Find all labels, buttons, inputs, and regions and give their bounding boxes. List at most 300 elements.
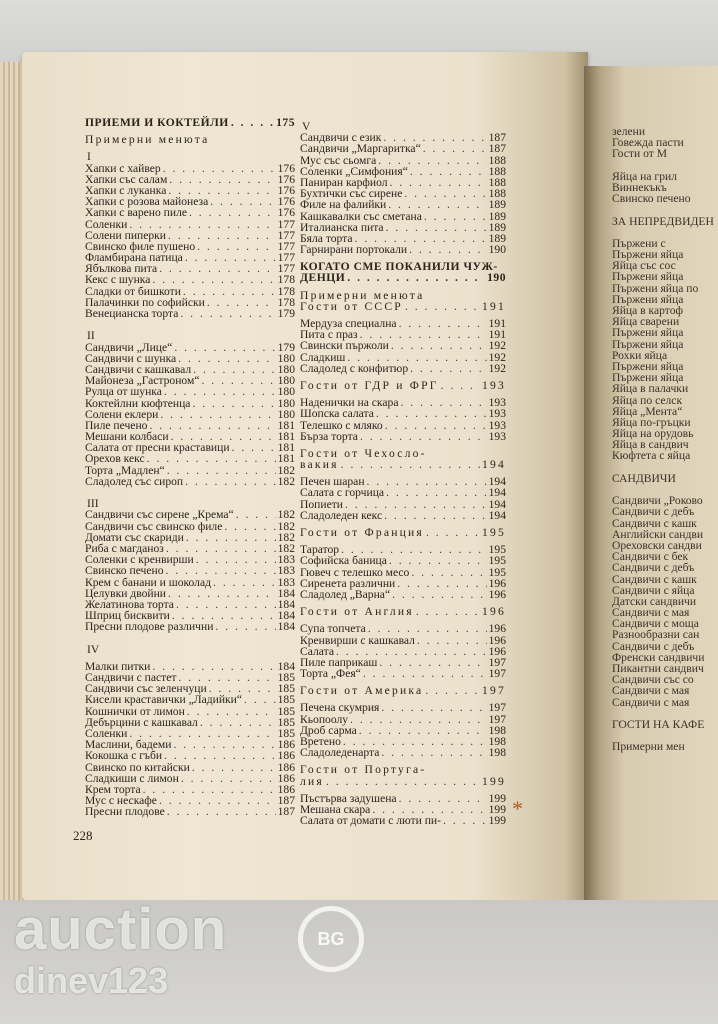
dot-leader: [376, 408, 487, 419]
entry-page-number: 199: [488, 814, 506, 828]
dot-leader: [185, 252, 276, 263]
dot-leader: [152, 274, 275, 285]
right-page-line: [612, 697, 718, 708]
entry-title: Сандвичи със сирене „Крема“: [85, 508, 234, 522]
entry-page-number: 185: [277, 693, 295, 707]
entry-page-number: 184: [277, 659, 295, 673]
index-entry: [85, 398, 295, 409]
right-page-line-text: Сандвичи с моща: [612, 617, 699, 631]
entry-page-number: 189: [488, 209, 506, 223]
entry-page-number: 191: [488, 317, 506, 330]
entry-title: ДЕНЦИ: [300, 271, 346, 285]
index-entry: [300, 589, 506, 600]
entry-title: Сандвичи със свинско филе: [85, 519, 223, 533]
entry-page-number: 182: [277, 508, 295, 522]
entry-page-number: 193: [488, 407, 506, 421]
index-entry: [85, 219, 295, 230]
entry-page-number: 194: [488, 497, 506, 511]
index-entry: [85, 806, 295, 817]
dot-leader: [367, 476, 487, 487]
entry-page-number: 182: [277, 474, 295, 488]
index-entry: [300, 623, 506, 634]
entry-page-number: 179: [277, 307, 295, 320]
right-page-line-text: Пържени с: [612, 236, 666, 250]
entry-page-number: 195: [482, 526, 506, 539]
entry-page-number: 186: [277, 771, 295, 785]
entry-title: Мус със сьомга: [300, 153, 377, 167]
entry-page-number: 177: [277, 251, 295, 265]
dot-leader: [173, 739, 275, 750]
entry-page-number: 175: [276, 116, 295, 129]
right-page-line-text: Сандвичи с кашк: [612, 572, 697, 586]
right-page-line-text: Яйца в картоф: [612, 304, 684, 317]
right-page-line-text: Пържени яйца по: [612, 281, 699, 295]
entry-title: Фламбирана патица: [85, 251, 183, 265]
right-page-line-text: Яйца по селск: [612, 393, 683, 407]
index-entry: [85, 308, 295, 319]
entry-title: Свински пържоли: [300, 339, 389, 353]
entry-title: Соленки: [85, 217, 128, 231]
dot-leader: [202, 375, 276, 386]
right-page-line-text: Пържени яйца: [612, 270, 684, 284]
entry-page-number: 191: [482, 299, 506, 313]
entry-title: Сиренета различни: [300, 576, 396, 590]
dot-leader: [192, 762, 276, 773]
right-page-line-text: Сандвичи със со: [612, 673, 694, 687]
entry-page-number: 178: [277, 273, 295, 287]
dot-leader: [207, 297, 276, 308]
right-page-line-text: Пържени яйца: [612, 292, 684, 306]
entry-title: Соленки „Симфония“: [300, 164, 408, 178]
right-page-line-text: Пържени яйца: [612, 359, 684, 373]
entry-page-number: 185: [277, 726, 295, 740]
entry-title: Малки питки: [85, 659, 151, 673]
entry-title: Печена скумрия: [300, 701, 380, 715]
entry-title: Хапки с розова майонеза: [85, 195, 209, 209]
entry-title: КОГАТО СМЕ ПОКАНИЛИ ЧУЖ-: [300, 260, 498, 274]
entry-title: Свинско по китайски: [85, 760, 190, 774]
entry-title: Кекс с шунка: [85, 273, 151, 287]
dot-leader: [347, 272, 485, 283]
entry-page-number: 193: [488, 396, 506, 410]
entry-page-number: 180: [277, 351, 295, 365]
entry-page-number: 189: [488, 198, 506, 212]
entry-title: Коктейлни кюфтенца: [85, 396, 191, 410]
entry-title: Соленки: [85, 726, 128, 740]
index-entry: [300, 431, 506, 442]
dot-leader: [416, 606, 480, 617]
dot-leader: [410, 166, 487, 177]
entry-page-number: 199: [488, 802, 506, 816]
entry-page-number: 186: [277, 760, 295, 774]
dot-leader: [417, 635, 487, 646]
right-page-line-text: Пържени яйца: [612, 337, 684, 351]
entry-page-number: 181: [277, 418, 295, 432]
dot-leader: [169, 174, 275, 185]
entry-page-number: 183: [277, 575, 295, 589]
entry-page-number: 194: [488, 475, 506, 489]
entry-title: Соленки с кренвирши: [85, 553, 194, 567]
entry-title: Супа топчета: [300, 622, 366, 636]
entry-title: Сладки от бишкоти: [85, 284, 181, 298]
entry-page-number: 196: [488, 587, 506, 601]
entry-title: Пита с праз: [300, 328, 358, 342]
entry-title: Хапки с варено пиле: [85, 206, 187, 220]
entry-title: Бърза торта: [300, 429, 358, 443]
right-page-line-text: Рохки яйца: [612, 348, 668, 362]
dot-leader: [405, 301, 480, 312]
dot-leader: [160, 409, 275, 420]
dot-leader: [410, 363, 486, 374]
right-page-line-text: Пържени яйца: [612, 248, 684, 262]
section-heading: [300, 272, 506, 283]
entry-page-number: 187: [488, 131, 506, 145]
entry-page-number: 186: [277, 782, 295, 796]
right-page-line-text: Сандвичи с кашк: [612, 516, 697, 530]
entry-page-number: 177: [277, 217, 295, 231]
dot-leader: [326, 776, 480, 787]
dot-leader: [163, 163, 276, 174]
entry-page-number: 195: [488, 543, 506, 557]
right-page-line-text: ГОСТИ НА КАФЕ: [612, 717, 705, 731]
entry-page-number: 197: [488, 701, 506, 715]
right-page-line: [612, 562, 718, 573]
index-entry: [85, 565, 295, 576]
right-page-line-text: Сандвичи с бек: [612, 550, 689, 564]
entry-page-number: 177: [277, 228, 295, 242]
entry-page-number: 188: [488, 187, 506, 201]
dot-leader: [210, 196, 275, 207]
entry-title: Солени пиперки: [85, 228, 167, 242]
index-entry: [85, 453, 295, 464]
right-page-line-text: Свинско печено: [612, 192, 691, 206]
dot-leader: [443, 815, 487, 826]
entry-page-number: 180: [277, 396, 295, 410]
dot-leader: [215, 621, 275, 632]
index-entry: [300, 244, 506, 255]
spacer: [85, 319, 295, 330]
dot-leader: [423, 143, 487, 154]
entry-page-number: 177: [277, 262, 295, 276]
entry-title: Хапки с луканка: [85, 183, 167, 197]
right-page-line-text: Ореховски сандви: [612, 538, 702, 552]
dot-leader: [180, 308, 275, 319]
entry-title: Свинско печено: [85, 564, 164, 578]
right-page-line-text: Кюфтета с яйца: [612, 449, 691, 463]
right-page-line-text: Пикантни сандвич: [612, 662, 704, 675]
right-page-line-text: Говежда пасти: [612, 136, 684, 150]
entry-page-number: 196: [482, 605, 506, 619]
right-page-line-text: Сандвичи с мая: [612, 606, 690, 620]
entry-title: Торта „Фея“: [300, 667, 361, 681]
right-page-line: [612, 685, 718, 696]
entry-title: Мердуза специална: [300, 317, 397, 330]
entry-title: Мус с нескафе: [85, 794, 157, 808]
entry-title: Мешани колбаси: [85, 430, 169, 444]
entry-title: Сладолед „Варна“: [300, 587, 391, 601]
entry-title: Маслини, бадеми: [85, 738, 172, 752]
entry-title: Крем с банани и шоколад: [85, 575, 212, 589]
entry-title: Сандвичи „Лице“: [85, 340, 173, 354]
entry-title: Гарнирани портокали: [300, 243, 408, 257]
entry-page-number: 196: [488, 622, 506, 636]
entry-page-number: 190: [488, 243, 506, 257]
dot-leader: [426, 527, 480, 538]
right-page-line-text: Яйца „Мента“: [612, 404, 683, 418]
right-page-line-text: Сандвичи с яйца: [612, 583, 695, 597]
entry-title: Сладкиши с лимон: [85, 771, 179, 785]
entry-title: Бухтички със сирене: [300, 187, 403, 201]
index-entry: [85, 750, 295, 761]
dot-leader: [159, 795, 276, 806]
entry-page-number: 187: [277, 794, 295, 808]
right-page-line-text: Гости от М: [612, 147, 668, 161]
subsection-heading: [300, 685, 506, 696]
entry-title: Паниран карфиол: [300, 175, 388, 189]
dot-leader: [411, 567, 486, 578]
entry-page-number: 185: [277, 682, 295, 696]
index-entry: [300, 815, 506, 826]
entry-page-number: 184: [277, 620, 295, 634]
right-page-line-text: Английски сандви: [612, 527, 704, 541]
entry-page-number: 194: [488, 508, 506, 522]
index-entry: [300, 747, 506, 758]
dot-leader: [368, 623, 487, 634]
index-entry: [85, 509, 295, 520]
dot-leader: [187, 706, 276, 717]
entry-page-number: 193: [488, 418, 506, 432]
right-page-line-text: Яйца със сос: [612, 259, 676, 273]
entry-page-number: 193: [488, 429, 506, 443]
entry-page-number: 197: [488, 712, 506, 726]
entry-title: Пресни плодове различни: [85, 620, 214, 634]
dot-leader: [388, 199, 486, 210]
dot-leader: [425, 685, 480, 696]
right-page-line-text: САНДВИЧИ: [612, 471, 676, 485]
entry-page-number: 184: [277, 609, 295, 623]
dot-leader: [359, 725, 487, 736]
right-page-line: [612, 719, 718, 730]
dot-leader: [189, 207, 276, 218]
right-page-line-text: Яйца на орудовь: [612, 427, 694, 441]
right-page-line-text: Яйца на грил: [612, 169, 677, 183]
entry-page-number: 180: [277, 362, 295, 376]
subsection-heading: [300, 527, 506, 538]
entry-title: Филе на фалийки: [300, 198, 387, 212]
right-page-line-text: Френски сандвичи: [612, 650, 705, 664]
dot-leader: [385, 420, 487, 431]
entry-title: Палачинки по софийски: [85, 295, 205, 309]
entry-page-number: 180: [277, 374, 295, 388]
right-page-line: [612, 204, 718, 215]
watermark-user: dinev123: [14, 960, 169, 1001]
right-page-line-text: Разнообразни сан: [612, 628, 700, 642]
dot-leader: [400, 397, 486, 408]
entry-title: Софийска баница: [300, 554, 387, 568]
dot-leader: [350, 714, 487, 725]
dot-leader: [392, 589, 487, 600]
right-page-line-text: Сандвичи „Роково: [612, 494, 703, 508]
entry-page-number: 199: [488, 791, 506, 805]
entry-page-number: 182: [277, 530, 295, 544]
entry-title: Печен шаран: [300, 475, 365, 489]
dot-leader: [178, 353, 275, 364]
entry-page-number: 179: [277, 340, 295, 354]
entry-page-number: 186: [277, 749, 295, 763]
entry-page-number: 198: [488, 735, 506, 748]
entry-title: Майонеза „Гастроном“: [85, 374, 200, 388]
entry-title: Салата от пресни краставици: [85, 441, 230, 455]
entry-title: Кренвирши с кашкавал: [300, 633, 415, 647]
entry-title: Кошнички от лимон: [85, 704, 185, 718]
right-page-line: [612, 148, 718, 159]
dot-leader: [176, 599, 276, 610]
entry-title: Домати със скариди: [85, 530, 184, 544]
entry-page-number: 182: [277, 519, 295, 533]
entry-page-number: 177: [277, 239, 295, 253]
index-entry: [85, 386, 295, 397]
entry-page-number: 194: [482, 458, 506, 472]
entry-page-number: 180: [277, 407, 295, 421]
dot-leader: [147, 453, 276, 464]
entry-title: Сандвичи с пастет: [85, 671, 177, 684]
entry-title: Сладоледен кекс: [300, 508, 383, 522]
entry-title: ПРИЕМИ И КОКТЕЙЛИ: [85, 116, 229, 129]
entry-title: Пиле паприкаш: [300, 655, 378, 669]
dot-leader: [244, 694, 276, 705]
index-entry: [300, 340, 506, 351]
entry-title: Вретено: [300, 735, 341, 748]
right-page-line: [612, 450, 718, 461]
entry-page-number: 181: [277, 441, 295, 455]
entry-page-number: 183: [277, 564, 295, 578]
entry-title: Гости от ГДР и ФРГ: [300, 378, 439, 392]
right-page-text-fragment: [612, 126, 718, 753]
right-page-line: [612, 383, 718, 394]
dot-leader: [174, 342, 275, 353]
right-page-line: [612, 271, 718, 282]
right-page-line-text: Примерни мен: [612, 740, 685, 753]
dot-leader: [381, 702, 486, 713]
right-page-line: [612, 395, 718, 406]
right-page-line: [612, 506, 718, 517]
entry-title: Наденички на скара: [300, 396, 399, 410]
entry-page-number: 176: [277, 172, 295, 186]
entry-page-number: 195: [488, 565, 506, 579]
entry-page-number: 185: [277, 704, 295, 718]
entry-page-number: 189: [488, 220, 506, 234]
dot-leader: [232, 442, 276, 453]
index-entry: [300, 408, 506, 419]
entry-title: Телешко с мляко: [300, 418, 383, 432]
entry-page-number: 199: [482, 774, 506, 788]
dot-leader: [391, 340, 487, 351]
entry-title: Дебърцини с кашкавал: [85, 715, 198, 729]
index-entry: [300, 555, 506, 566]
entry-title: Примерни менюта: [85, 133, 210, 147]
dot-leader: [193, 364, 275, 375]
watermark-brand: auction: [14, 897, 228, 962]
entry-page-number: 176: [277, 195, 295, 209]
right-page-line: [612, 741, 718, 752]
entry-page-number: 178: [277, 284, 295, 298]
entry-page-number: 178: [277, 295, 295, 309]
right-page-line-text: Яйца в сандвич: [612, 438, 689, 452]
index-entry: [85, 762, 295, 773]
right-page-line-text: Пържени яйца: [612, 326, 684, 340]
entry-title: Венецианска торта: [85, 307, 179, 320]
index-entry: [300, 211, 506, 222]
entry-title: Сладоледенарта: [300, 746, 380, 760]
right-page-line: [612, 629, 718, 640]
dot-leader: [164, 750, 275, 761]
entry-page-number: 197: [488, 655, 506, 669]
dot-leader: [164, 386, 276, 397]
section-numeral: V: [302, 120, 311, 133]
entry-title: Гости от Португа-: [300, 763, 427, 777]
entry-title: Салата от домати с люти пи-: [300, 814, 441, 828]
entry-title: Гости от Англия: [300, 605, 414, 619]
dot-leader: [224, 521, 275, 532]
entry-title: Попиети: [300, 497, 343, 511]
dot-leader: [379, 657, 486, 668]
entry-title: Гювеч с телешко месо: [300, 565, 410, 579]
dot-leader: [166, 565, 276, 576]
dot-leader: [159, 263, 276, 274]
entry-title: Сандвичи с шунка: [85, 351, 177, 365]
asterisk-mark: *: [512, 796, 523, 821]
index-column-1: [85, 117, 295, 817]
right-page-line-text: Сандвичи с дебъ: [612, 505, 695, 519]
entry-page-number: 191: [488, 328, 506, 342]
entry-page-number: 194: [488, 486, 506, 500]
entry-page-number: 182: [277, 463, 295, 477]
entry-title: Кисели краставички „Ладийки“: [85, 693, 243, 707]
entry-title: Свинско филе пушено: [85, 239, 196, 253]
entry-page-number: 185: [277, 671, 295, 684]
dot-leader: [167, 806, 276, 817]
dot-leader: [168, 588, 276, 599]
entry-title: вакия: [300, 458, 339, 472]
entry-page-number: 187: [277, 805, 295, 819]
dot-leader: [186, 532, 276, 543]
dot-leader: [384, 510, 486, 521]
dot-leader: [185, 476, 275, 487]
right-page-line: [612, 327, 718, 338]
dot-leader: [399, 318, 487, 329]
entry-page-number: 193: [482, 378, 506, 392]
entry-title: Орехов кекс: [85, 452, 145, 466]
entry-title: Сладкиш: [300, 350, 346, 364]
dot-leader: [399, 793, 487, 804]
entry-title: Гости от Франция: [300, 526, 424, 539]
entry-title: Сладолед със сироп: [85, 474, 184, 488]
dot-leader: [386, 222, 487, 233]
right-page-line-text: Датски сандвичи: [612, 594, 697, 608]
entry-title: Мешана скара: [300, 802, 371, 816]
entry-page-number: 182: [277, 541, 295, 555]
dot-leader: [386, 487, 487, 498]
index-entry: [85, 694, 295, 705]
entry-page-number: 186: [277, 738, 295, 752]
section-numeral: I: [87, 150, 91, 164]
entry-title: Салата с горчица: [300, 486, 385, 500]
entry-title: Шприц бисквити: [85, 609, 170, 623]
entry-page-number: 187: [488, 142, 506, 156]
entry-title: Кьопоолу: [300, 712, 349, 726]
entry-title: Шопска салата: [300, 407, 374, 421]
spacer: [85, 632, 295, 643]
